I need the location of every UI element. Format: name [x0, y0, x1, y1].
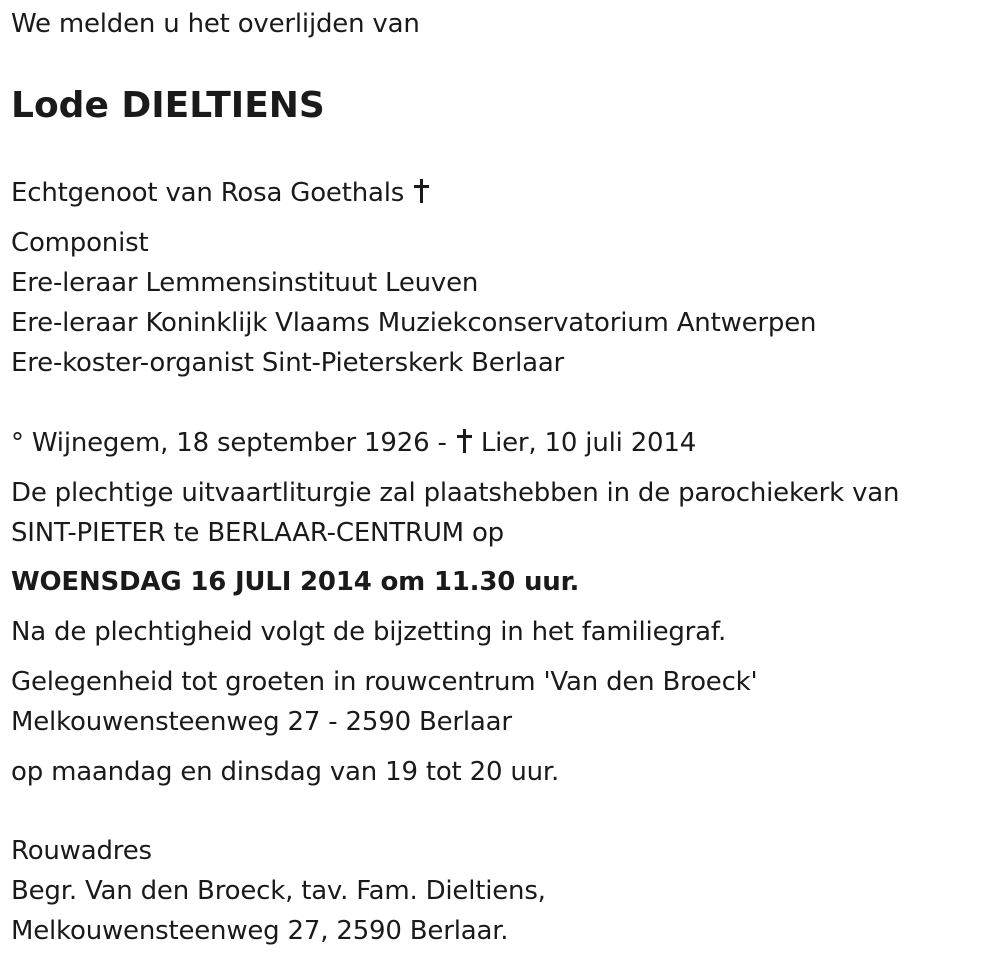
title-composer: Componist	[11, 228, 149, 258]
visitation-line-2: Melkouwensteenweg 27 - 2590 Berlaar	[11, 707, 512, 737]
spouse-text: Echtgenoot van Rosa Goethals	[11, 178, 405, 208]
funeral-line-2: SINT-PIETER te BERLAAR-CENTRUM op	[11, 518, 504, 548]
title-conservatorium: Ere-leraar Koninklijk Vlaams Muziekconservatorium Antwerpen	[11, 308, 817, 338]
funeral-datetime: WOENSDAG 16 JULI 2014 om 11.30 uur.	[11, 567, 580, 597]
title-organist: Ere-koster-organist Sint-Pieterskerk Berlaar	[11, 348, 565, 378]
visitation-line-1: Gelegenheid tot groeten in rouwcentrum 'Van den Broeck'	[11, 667, 758, 697]
birth-text: ° Wijnegem, 18 september 1926 -	[11, 428, 447, 458]
cross-icon	[414, 179, 428, 203]
intro-text: We melden u het overlijden van	[11, 9, 420, 39]
spouse-line	[11, 177, 430, 209]
title-lemmens: Ere-leraar Lemmensinstituut Leuven	[11, 268, 479, 298]
deceased-name: Lode DIELTIENS	[11, 85, 325, 126]
cross-icon	[457, 429, 471, 453]
mourning-address-line-2: Melkouwensteenweg 27, 2590 Berlaar.	[11, 916, 509, 946]
mourning-address-line-1: Begr. Van den Broeck, tav. Fam. Dieltiens,	[11, 876, 546, 906]
mourning-address-label: Rouwadres	[11, 836, 152, 866]
life-dates	[11, 427, 696, 459]
funeral-line-1: De plechtige uitvaartliturgie zal plaatshebben in de parochiekerk van	[11, 478, 900, 508]
visitation-line-3: op maandag en dinsdag van 19 tot 20 uur.	[11, 757, 560, 787]
burial-text: Na de plechtigheid volgt de bijzetting in het familiegraf.	[11, 617, 727, 647]
death-text: Lier, 10 juli 2014	[480, 428, 697, 458]
